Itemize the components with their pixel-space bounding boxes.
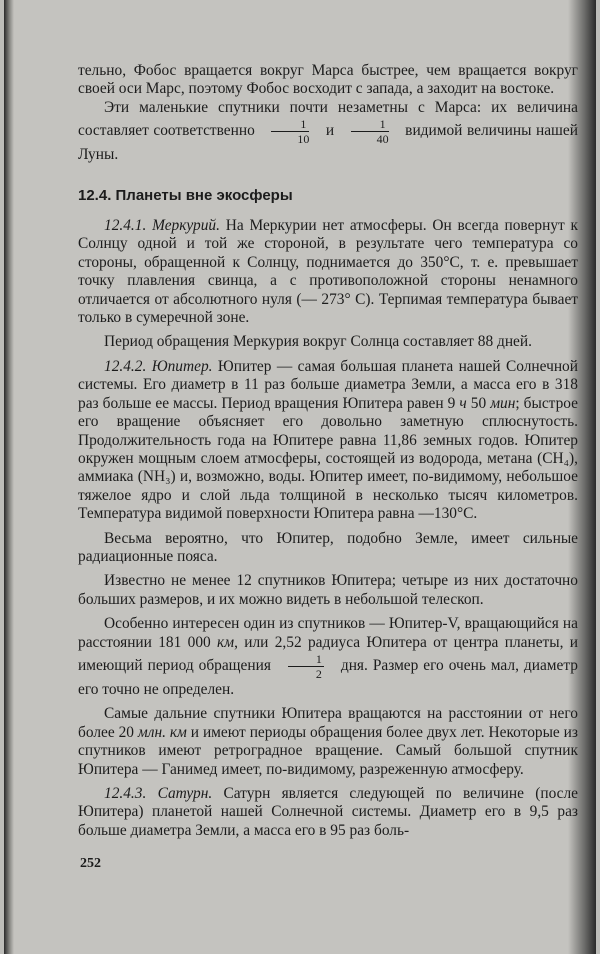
fraction-numerator: 1 [288, 652, 324, 667]
jupiter-text-b: 50 [470, 394, 487, 412]
jupiter-paragraph-5 [78, 705, 578, 779]
jupiter-paragraph-3: Известно не менее 12 спутников Юпитера; четыре из них достаточно больших размеров, и их можно видеть в небольшой телескоп. [78, 572, 578, 608]
jupiter-v-text-b: , или 2,52 радиуса Юпитера от центра планеты, и имеющий период обращения [78, 633, 578, 674]
fraction-denominator: 10 [297, 132, 310, 147]
saturn-text: Сатурн является следующей по величине (после Юпитера) планетой нашей Солнечной системы. Диаметр его в 9,5 раз больше диаметра Земли, а масса его в 95 раз боль- [78, 785, 578, 839]
intro-paragraph-1: тельно, Фобос вращается вокруг Марса быстрее, чем вращается вокруг своей оси Марс, поэтому Фобос восходит с запада, а заходит на востоке. [78, 62, 578, 98]
mercury-paragraph-1 [78, 217, 578, 327]
mercury-label: 12.4.1. Меркурий. [104, 217, 220, 235]
intro-text-and: и [325, 122, 335, 140]
saturn-paragraph-1 [78, 785, 578, 840]
intro-paragraph-2 [78, 99, 578, 165]
far-moons-text-a: Самые дальние спутники Юпитера вращаются на расстоянии от него более 20 [78, 705, 578, 741]
far-moons-text-b: и имеют периоды обращения более двух лет. Некоторые из спутников имеют ретроградное вращение. Самый большой спутник Юпитера — Ганимед имеет, по-видимому, разреженную атмосферу. [78, 723, 578, 778]
mercury-text: На Меркурии нет атмосферы. Он всегда повернут к Солнцу одной и той же стороной, в результате чего температура со стороны, обращенной к Солнцу, поднимается до 350°С, т. е. превышает точку плавления свинца, а с противоположной стороны ненамного отличается от абсолютного нуля (— 273° С). Терпимая температура бывает только в сумеречной зоне. [78, 217, 578, 327]
jupiter-text-a: Юпитер — самая большая планета нашей Солнечной системы. Его диаметр в 11 раз больше диаметра Земли, а масса его в 318 раз больше ее массы. Период вращения Юпитера равен 9 [78, 357, 578, 412]
jupiter-v-text-c: дня. Размер его очень мал, диаметр его точно не определен. [78, 657, 578, 698]
fraction-one-fortieth [351, 117, 389, 146]
book-page [4, 0, 596, 954]
jupiter-paragraph-4 [78, 615, 578, 699]
fraction-numerator: 1 [271, 117, 309, 132]
page-text [78, 62, 578, 840]
intro-text-after: видимой величины нашей Луны. [78, 122, 578, 164]
fraction-numerator: 1 [351, 117, 389, 132]
jupiter-label: 12.4.2. Юпитер. [104, 357, 213, 375]
fraction-one-half [288, 652, 324, 681]
unit-km: км [217, 633, 235, 651]
unit-minutes: мин [490, 394, 516, 412]
jupiter-paragraph-2: Весьма вероятно, что Юпитер, подобно Земле, имеет сильные радиационные пояса. [78, 529, 578, 565]
jupiter-v-text-a: Особенно интересен один из спутников — Юпитер-V, вращающийся на расстоянии 181 000 [78, 615, 578, 651]
unit-hours: ч [459, 394, 467, 412]
fraction-denominator: 2 [315, 666, 322, 681]
page-spine-shadow [4, 0, 14, 954]
intro-text-before: Эти маленькие спутники почти незаметны с Марса: их величина составляет соответственно [78, 98, 578, 140]
fraction-denominator: 40 [376, 132, 389, 147]
saturn-label: 12.4.3. Сатурн. [104, 785, 213, 802]
jupiter-paragraph-1 [78, 358, 578, 524]
unit-million-km: млн. км [137, 723, 187, 741]
jupiter-text-c: ; быстрое его вращение объясняет его довольно заметную сплюснутость. Продолжительность года на Юпитере равна 11,86 земных годов. Юпитер окружен мощным слоем атмосферы, состоящей из водорода, метана (CH₄), аммиака (NH₃) и, возможно, воды. Юпитер имеет, по-видимому, небольшое тяжелое ядро и слой льда толщиной в несколько тысяч километров. Температура видимой поверхности Юпитера равна —130°С. [78, 394, 578, 523]
mercury-paragraph-2: Период обращения Меркурия вокруг Солнца составляет 88 дней. [104, 333, 532, 351]
fraction-one-tenth [271, 117, 309, 146]
section-heading: 12.4. Планеты вне экосферы [78, 186, 293, 204]
page-number: 252 [80, 856, 101, 871]
